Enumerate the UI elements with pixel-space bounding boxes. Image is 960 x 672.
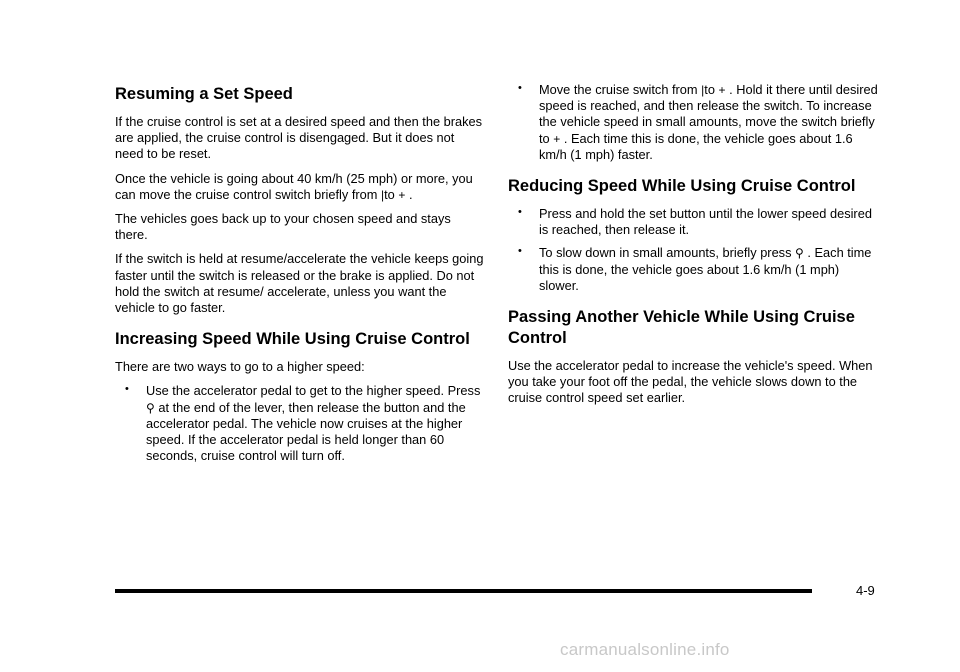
resume-accel-icon: + bbox=[398, 187, 406, 202]
left-column bbox=[115, 84, 485, 472]
resume-accel-icon: + bbox=[718, 83, 726, 97]
heading-resuming-set-speed: Resuming a Set Speed bbox=[115, 85, 293, 103]
page-number: 4-9 bbox=[856, 583, 875, 598]
reduce-speed-list bbox=[508, 206, 878, 294]
list-item: • Press and hold the set button until the lower speed desired is reached, then release it. bbox=[508, 206, 878, 238]
list-item: • To slow down in small amounts, briefly press ⚲ . Each time this is done, the vehicle goes about 1.6 km/h (1 mph) slower. bbox=[508, 245, 878, 294]
list-item: • Use the accelerator pedal to get to the higher speed. Press ⚲ at the end of the lever, then release the button and the accelerator pedal. The vehicle now cruises at the higher speed. If the accelerator pedal is held longer than 60 seconds, cruise control will turn off. bbox=[115, 383, 485, 464]
heading-reducing-speed: Reducing Speed While Using Cruise Control bbox=[508, 177, 856, 196]
right-column bbox=[508, 82, 878, 415]
off-position-icon: | bbox=[701, 83, 705, 97]
set-coast-icon: ⚲ bbox=[146, 400, 155, 415]
para-goes-back: The vehicles goes back up to your chosen speed and stays there. bbox=[115, 211, 451, 243]
para-two-ways: There are two ways to go to a higher speed: bbox=[115, 359, 365, 375]
footer-rule bbox=[115, 589, 812, 593]
heading-increasing-speed: Increasing Speed While Using Cruise Control bbox=[115, 330, 470, 349]
set-coast-icon: ⚲ bbox=[795, 246, 804, 261]
resume-accel-icon: + bbox=[553, 131, 561, 146]
list-item: • Move the cruise switch from |to + . Hold it there until desired speed is reached, and then release the switch. To increase the vehicle speed in small amounts, move the switch briefly to + . Each time this is done, the vehicle goes about 1.6 km/h (1 mph) faster. bbox=[508, 82, 878, 163]
resume-bullet-list bbox=[508, 82, 878, 163]
para-accelerator-pedal: Use the accelerator pedal to increase the vehicle's speed. When you take your foot off the pedal, the vehicle slows down to the cruise control speed set earlier. bbox=[508, 358, 873, 406]
para-cruise-disengaged: If the cruise control is set at a desired speed and then the brakes are applied, the cruise control is disengaged. But it does not need to be reset. bbox=[115, 114, 483, 162]
para-move-switch: Once the vehicle is going about 40 km/h (25 mph) or more, you can move the cruise control switch briefly from |to + . bbox=[115, 170, 473, 202]
para-switch-held: If the switch is held at resume/accelerate the vehicle keeps going faster until the switch is released or the brake is applied. Do not hold the switch at resume/ accelerate, unless you want the vehicle to go faster. bbox=[115, 251, 484, 316]
increase-speed-list bbox=[115, 383, 485, 464]
off-position-icon: | bbox=[381, 187, 385, 202]
heading-passing-vehicle: Passing Another Vehicle While Using Cruise Control bbox=[508, 308, 855, 348]
watermark: carmanualsonline.info bbox=[560, 640, 730, 659]
